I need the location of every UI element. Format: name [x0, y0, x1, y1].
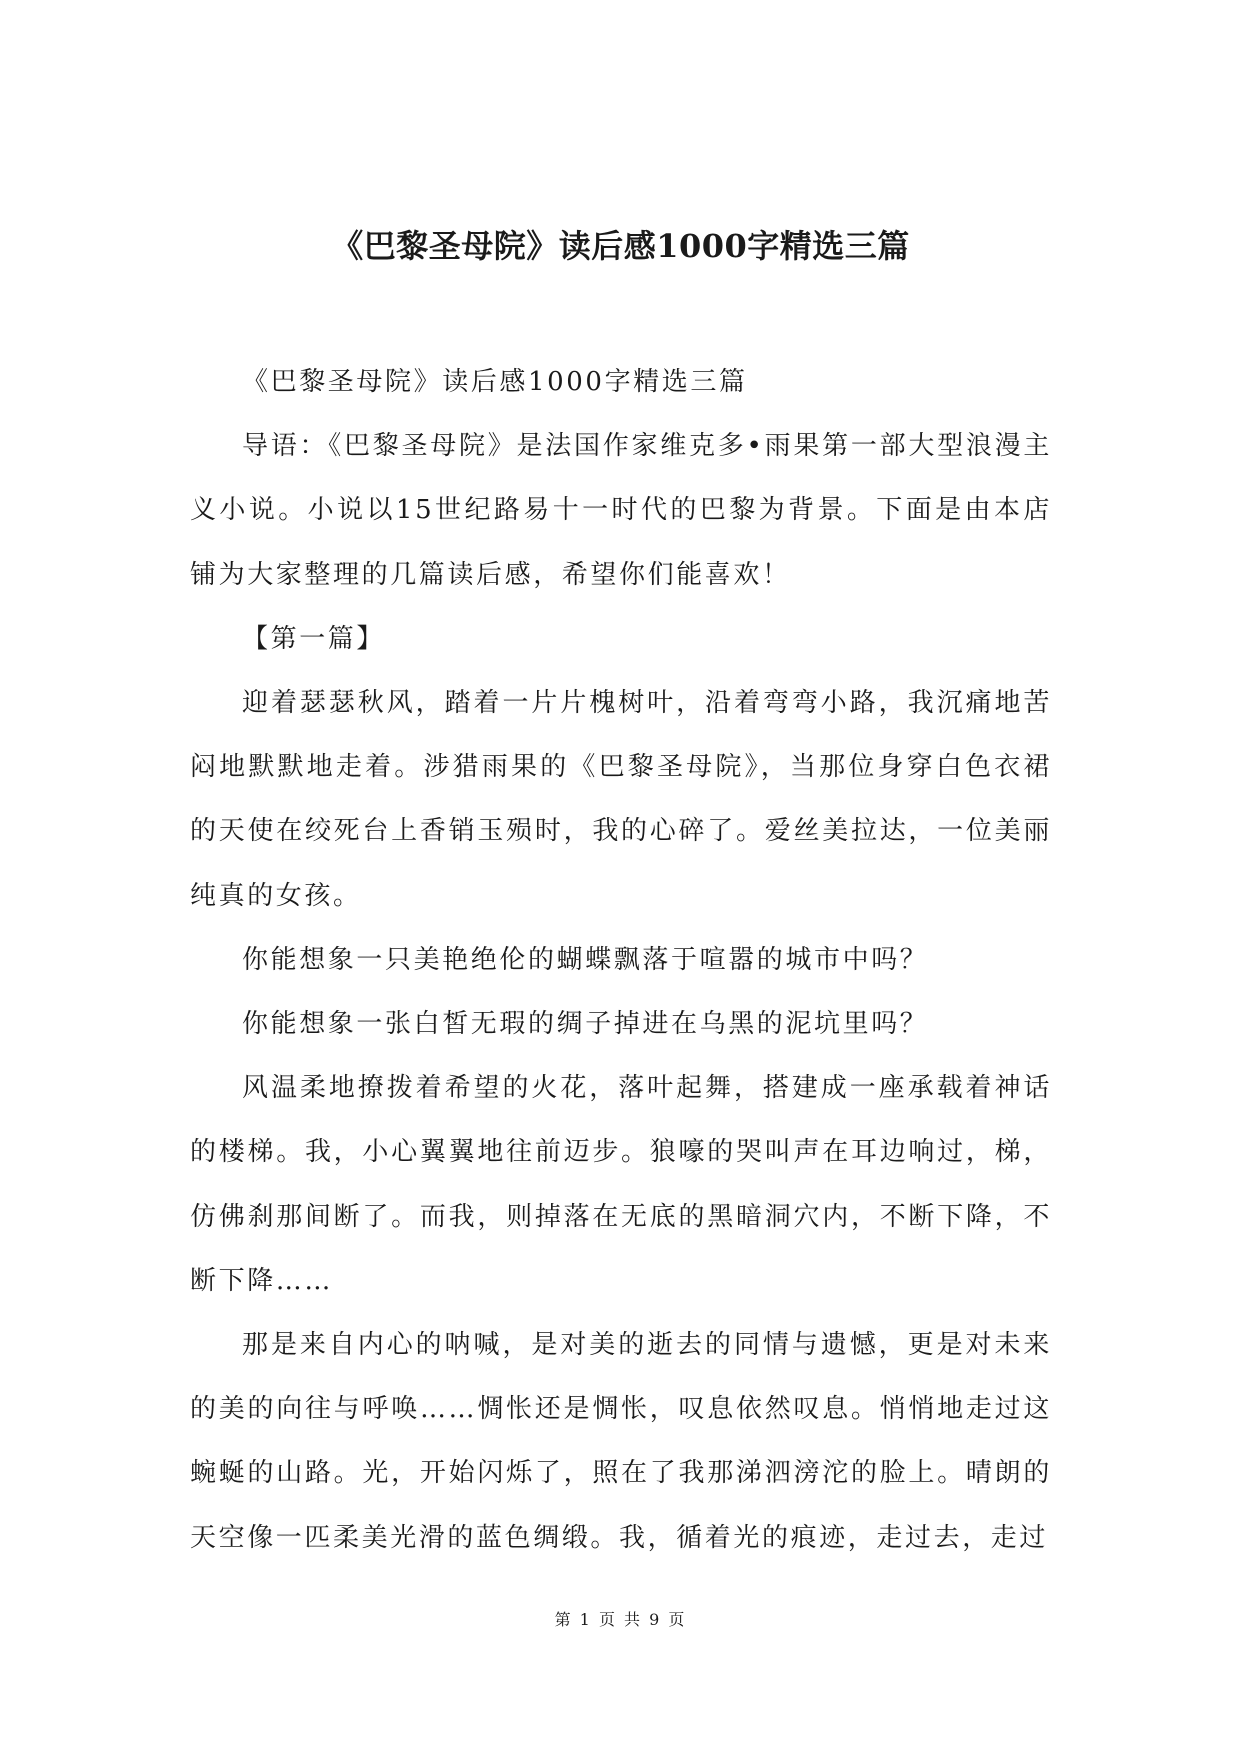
section-heading: 【第一篇】: [242, 623, 386, 654]
paragraph: 你能想象一只美艳绝伦的蝴蝶飘落于喧嚣的城市中吗？: [242, 944, 929, 975]
page-number: 第 1 页 共 9 页: [554, 1610, 687, 1629]
document-body: [190, 350, 1052, 1570]
paragraph: 迎着瑟瑟秋风，踏着一片片槐树叶，沿着弯弯小路，我沉痛地苦闷地默默地走着。涉猎雨果的《巴黎圣母院》，当那位身穿白色衣裙的天使在绞死台上香销玉殒时，我的心碎了。爱丝美拉达，一位美丽纯真的女孩。: [190, 688, 1052, 911]
paragraph: 风温柔地撩拨着希望的火花，落叶起舞，搭建成一座承载着神话的楼梯。我，小心翼翼地往前迈步。狼嚎的哭叫声在耳边响过，梯，仿佛刹那间断了。而我，则掉落在无底的黑暗洞穴内，不断下降，不断下降……: [190, 1073, 1052, 1296]
paragraph-subtitle: 《巴黎圣母院》读后感1000字精选三篇: [242, 367, 748, 397]
paragraph: 那是来自内心的呐喊，是对美的逝去的同情与遗憾，更是对未来的美的向往与呼唤……惆怅还是惆怅，叹息依然叹息。悄悄地走过这蜿蜒的山路。光，开始闪烁了，照在了我那涕泗滂沱的脸上。晴朗的天空像一匹柔美光滑的蓝色绸缎。我，循着光的痕迹，走过去，走过: [190, 1330, 1052, 1553]
document-title: 《巴黎圣母院》读后感1000字精选三篇: [331, 227, 910, 265]
paragraph: 你能想象一张白皙无瑕的绸子掉进在乌黑的泥坑里吗？: [242, 1009, 929, 1040]
paragraph-intro: 导语：《巴黎圣母院》是法国作家维克多•雨果第一部大型浪漫主义小说。小说以15世纪路易十一时代的巴黎为背景。下面是由本店铺为大家整理的几篇读后感，希望你们能喜欢！: [190, 431, 1052, 590]
